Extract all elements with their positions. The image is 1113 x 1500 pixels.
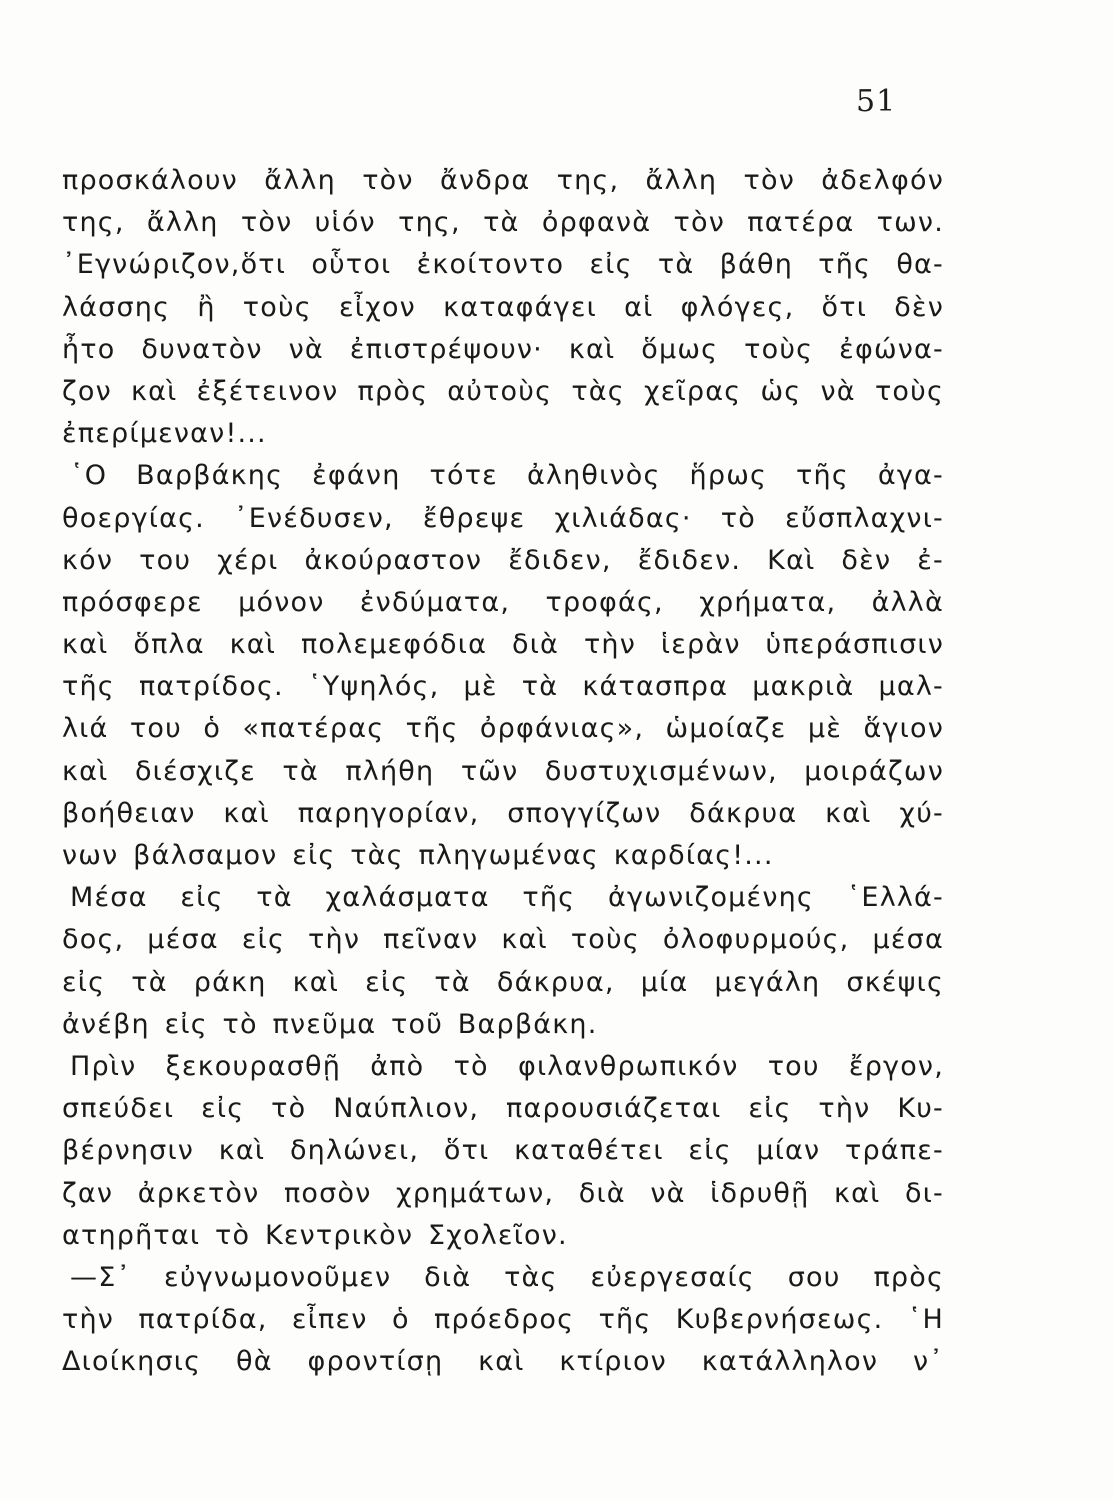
text-line-20: εἰς τὰ ράκη καὶ εἰς τὰ δάκρυα, μία μεγάλη σκέψις (62, 966, 944, 998)
text-line-28: τὴν πατρίδα, εἶπεν ὁ πρόεδρος τῆς Κυβερνήσεως. ῾Η (62, 1304, 944, 1336)
text-line-5: ἦτο δυνατὸν νὰ ἐπιστρέψουν· καὶ ὅμως τοὺς ἐφώνα- (62, 333, 944, 365)
text-line-15: καὶ διέσχιζε τὰ πλήθη τῶν δυστυχισμένων, μοιράζων (62, 755, 944, 787)
body-text (62, 160, 944, 1383)
text-line-3: ᾿Εγνώριζον,ὅτι οὗτοι ἐκοίτοντο εἰς τὰ βάθη τῆς θα- (62, 249, 944, 281)
text-line-7: ἐπερίμεναν!... (62, 418, 267, 450)
text-line-17: νων βάλσαμον εἰς τὰς πληγωμένας καρδίας!... (62, 840, 774, 871)
text-line-13: τῆς πατρίδος. ῾Υψηλός, μὲ τὰ κάτασπρα μακριὰ μαλ- (62, 671, 944, 703)
text-line-4: λάσσης ἢ τοὺς εἶχον καταφάγει αἱ φλόγες, ὅτι δὲν (62, 291, 944, 323)
text-line-8: ῾Ο Βαρβάκης ἐφάνη τότε ἀληθινὸς ἥρως τῆς ἀγα- (70, 460, 944, 492)
text-line-22: Πρὶν ξεκουρασθῇ ἀπὸ τὸ φιλανθρωπικόν του ἔργον, (70, 1050, 944, 1082)
text-line-11: πρόσφερε μόνον ἐνδύματα, τροφάς, χρήματα, ἀλλὰ (62, 586, 944, 618)
text-line-2: της, ἄλλη τὸν υἱόν της, τὰ ὀρφανὰ τὸν πατέρα των. (62, 207, 944, 239)
text-line-6: ζον καὶ ἐξέτεινον πρὸς αὐτοὺς τὰς χεῖρας ὡς νὰ τοὺς (62, 375, 944, 407)
text-line-14: λιά του ὁ «πατέρας τῆς ὀρφάνιας», ὡμοίαζε μὲ ἅγιον (62, 713, 944, 745)
text-line-19: δος, μέσα εἰς τὴν πεῖναν καὶ τοὺς ὀλοφυρμούς, μέσα (62, 924, 944, 956)
text-line-25: ζαν ἀρκετὸν ποσὸν χρημάτων, διὰ νὰ ἱδρυθῇ καὶ δι- (62, 1177, 944, 1209)
text-line-16: βοήθειαν καὶ παρηγορίαν, σπογγίζων δάκρυα καὶ χύ- (62, 797, 944, 829)
text-line-29: Διοίκησις θὰ φροντίσῃ καὶ κτίριον κατάλληλον ν᾿ (62, 1346, 944, 1378)
text-line-9: θοεργίας. ᾿Ενέδυσεν, ἔθρεψε χιλιάδας· τὸ εὔσπλαχνι- (62, 502, 944, 534)
text-line-27: —Σ᾿ εὐγνωμονοῦμεν διὰ τὰς εὐεργεσαίς σου πρὸς (70, 1261, 944, 1293)
text-line-12: καὶ ὅπλα καὶ πολεμεφόδια διὰ τὴν ἱερὰν ὑπεράσπισιν (62, 629, 944, 661)
text-line-23: σπεύδει εἰς τὸ Ναύπλιον, παρουσιάζεται εἰς τὴν Κυ- (62, 1093, 944, 1125)
text-line-10: κόν του χέρι ἀκούραστον ἔδιδεν, ἔδιδεν. Καὶ δὲν ἐ- (62, 544, 944, 576)
text-line-18: Μέσα εἰς τὰ χαλάσματα τῆς ἀγωνιζομένης ῾Ελλά- (70, 882, 944, 914)
text-line-24: βέρνησιν καὶ δηλώνει, ὅτι καταθέτει εἰς μίαν τράπε- (62, 1135, 944, 1167)
text-line-21: ἀνέβη εἰς τὸ πνεῦμα τοῦ Βαρβάκη. (62, 1008, 598, 1040)
page-number: 51 (856, 84, 897, 119)
text-line-1: προσκάλουν ἄλλη τὸν ἄνδρα της, ἄλλη τὸν ἀδελφόν (62, 165, 944, 196)
text-line-26: ατηρῆται τὸ Κεντρικὸν Σχολεῖον. (62, 1219, 568, 1251)
